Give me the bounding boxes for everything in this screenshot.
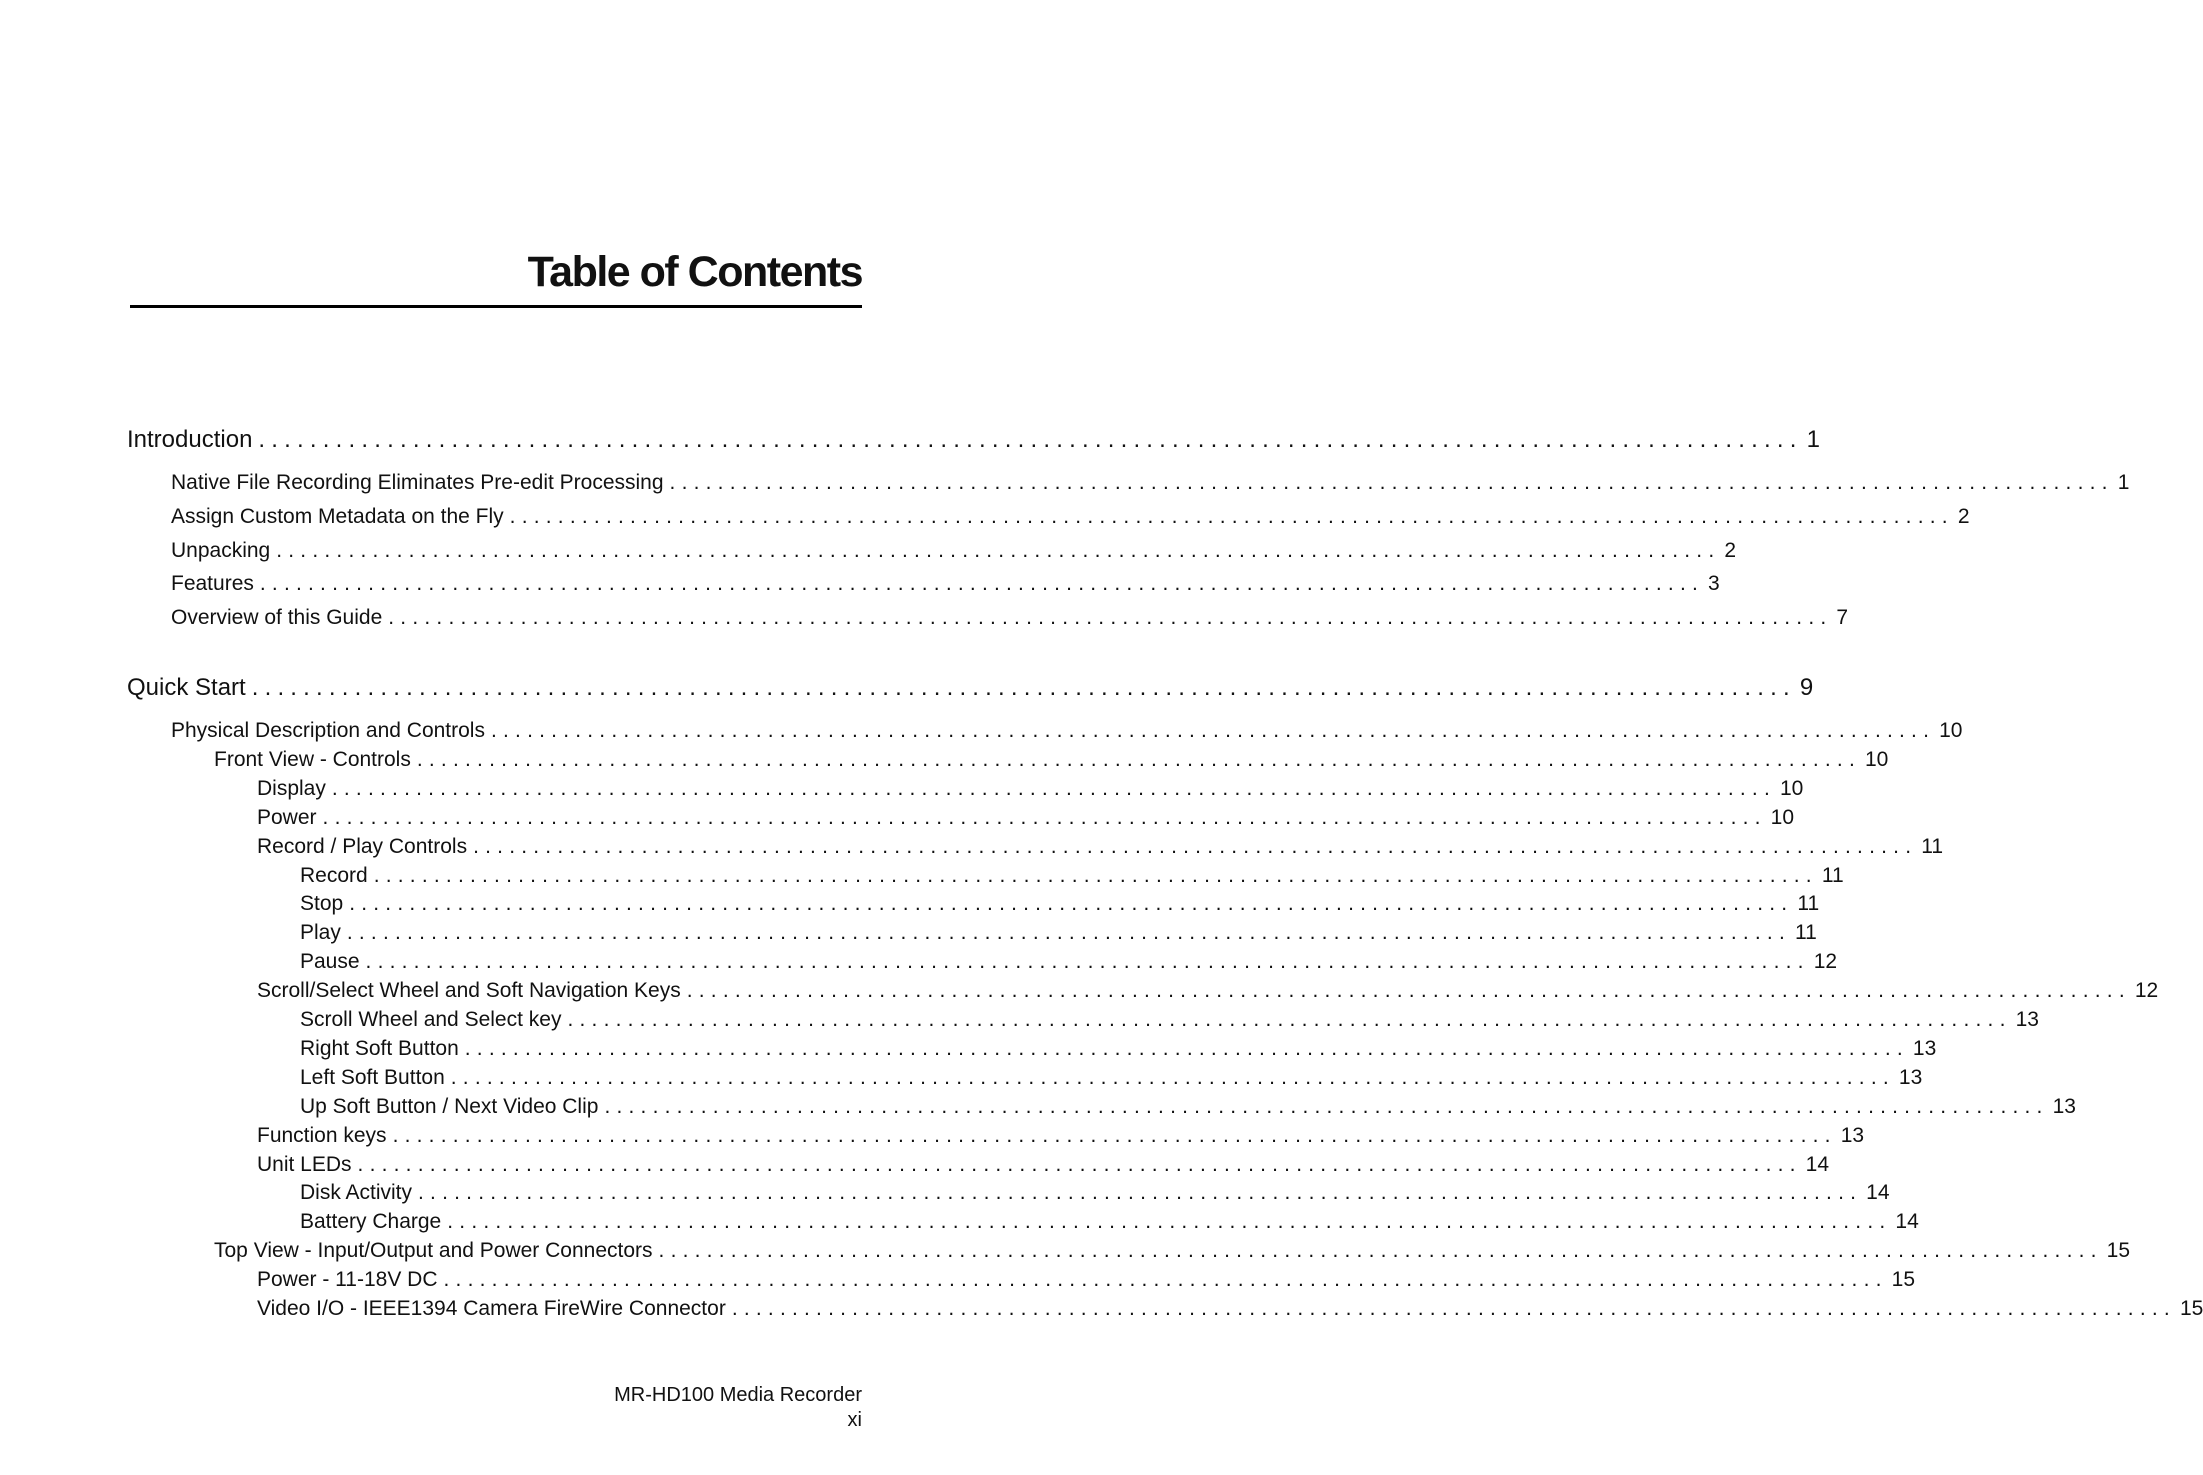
dot-leader: ........................................................................................................................	[373, 863, 1818, 887]
toc-entry-label: Overview of this Guide	[171, 606, 383, 630]
toc-entry[interactable]	[171, 572, 1720, 602]
toc-entry-page: 14	[1895, 1210, 1919, 1234]
toc-entry-page: 10	[1865, 747, 1889, 771]
page-title: Table of Contents	[527, 248, 862, 296]
toc-entry-page: 14	[1805, 1152, 1830, 1176]
dot-leader: ........................................................................................................................	[251, 674, 1796, 701]
toc-entry[interactable]	[300, 1210, 1919, 1240]
toc-entry[interactable]	[257, 834, 1944, 865]
dot-leader: ........................................................................................................................	[443, 1268, 1888, 1292]
toc-entry[interactable]	[171, 538, 1737, 569]
toc-entry-label: Right Soft Button	[300, 1036, 459, 1060]
toc-entry-label: Unpacking	[171, 538, 271, 562]
toc-entry-page: 1	[2117, 471, 2130, 494]
dot-leader: ........................................................................................................................	[349, 892, 1794, 916]
toc-entry-page: 12	[2134, 979, 2159, 1003]
toc-entry[interactable]	[214, 1239, 2131, 1269]
toc-entry[interactable]	[300, 863, 1844, 894]
dot-leader: ........................................................................................................................	[731, 1297, 2176, 1320]
toc-entry-label: Display	[257, 776, 326, 800]
dot-leader: ........................................................................................................................	[658, 1239, 2103, 1263]
toc-entry[interactable]	[300, 921, 1817, 951]
dot-leader: ........................................................................................................................	[416, 747, 1861, 771]
dot-leader: ........................................................................................................................	[258, 426, 1803, 453]
toc-entry-label: Unit LEDs	[257, 1152, 352, 1176]
toc-entry-label: Battery Charge	[300, 1210, 442, 1234]
toc-entry-label: Quick Start	[127, 674, 246, 701]
toc-entry[interactable]	[257, 1268, 1916, 1298]
toc-entry-page: 10	[1939, 719, 1963, 742]
toc-entry-label: Top View - Input/Output and Power Connectors	[214, 1239, 653, 1263]
toc-entry-page: 11	[1821, 863, 1844, 887]
dot-leader: ........................................................................................................................	[276, 538, 1721, 562]
dot-leader: ........................................................................................................................	[392, 1123, 1837, 1147]
toc-entry-label: Introduction	[127, 426, 253, 453]
toc-entry[interactable]	[300, 1008, 2039, 1038]
toc-entry-label: Scroll Wheel and Select key	[300, 1008, 562, 1031]
dot-leader: ........................................................................................................................	[604, 1094, 2049, 1118]
toc-entry[interactable]	[300, 1065, 1923, 1096]
toc-entry-page: 2	[1957, 504, 1970, 528]
toc-entry[interactable]	[171, 504, 1970, 535]
toc-entry-label: Function keys	[257, 1123, 387, 1147]
toc-entry-label: Record	[300, 863, 368, 887]
dot-leader: ........................................................................................................................	[669, 471, 2114, 494]
dot-leader: ........................................................................................................................	[567, 1008, 2012, 1031]
toc-entry-page: 3	[1708, 572, 1720, 596]
toc-entry-label: Left Soft Button	[300, 1065, 445, 1089]
toc-entry[interactable]	[257, 1297, 2203, 1327]
toc-entry-page: 15	[1891, 1268, 1916, 1292]
toc-entry[interactable]	[257, 805, 1795, 836]
dot-leader: ........................................................................................................................	[331, 776, 1776, 800]
toc-entry-page: 13	[2052, 1094, 2076, 1118]
dot-leader: ........................................................................................................................	[450, 1065, 1895, 1089]
toc-entry-page: 7	[1836, 606, 1849, 630]
page-number: xi	[847, 1409, 862, 1431]
toc-entry-label: Power	[257, 805, 317, 829]
toc-entry-page: 13	[1898, 1065, 1923, 1089]
toc-entry-label: Pause	[300, 950, 360, 974]
toc-entry-page: 1	[1806, 426, 1820, 453]
toc-entry[interactable]	[300, 1036, 1937, 1067]
toc-entry-label: Record / Play Controls	[257, 834, 468, 858]
toc-chapter-entry[interactable]	[127, 426, 1820, 460]
dot-leader: ........................................................................................................................	[686, 979, 2131, 1003]
dot-leader: ........................................................................................................................	[447, 1210, 1892, 1234]
toc-entry-label: Video I/O - IEEE1394 Camera FireWire Connector	[257, 1297, 726, 1320]
toc-entry[interactable]	[171, 719, 1963, 749]
toc-entry-page: 11	[1795, 921, 1817, 945]
toc-entry-label: Native File Recording Eliminates Pre-edit Processing	[171, 471, 664, 494]
dot-leader: ........................................................................................................................	[357, 1152, 1802, 1176]
toc-entry-label: Up Soft Button / Next Video Clip	[300, 1094, 599, 1118]
toc-entry-page: 12	[1813, 950, 1838, 974]
page-footer	[614, 1383, 862, 1433]
toc-entry-page: 11	[1921, 834, 1944, 858]
toc-entry-label: Assign Custom Metadata on the Fly	[171, 504, 504, 528]
dot-leader: ........................................................................................................................	[365, 950, 1810, 974]
toc-entry[interactable]	[214, 747, 1889, 778]
toc-entry-page: 11	[1797, 892, 1820, 916]
dot-leader: ........................................................................................................................	[490, 719, 1936, 742]
toc-entry[interactable]	[257, 1152, 1830, 1183]
dot-leader: ........................................................................................................................	[259, 572, 1705, 596]
dot-leader: ........................................................................................................................	[509, 504, 1954, 528]
toc-entry[interactable]	[257, 776, 1804, 807]
dot-leader: ........................................................................................................................	[346, 921, 1791, 945]
toc-entry-label: Power - 11-18V DC	[257, 1268, 438, 1292]
toc-entry-label: Physical Description and Controls	[171, 719, 485, 742]
dot-leader: ........................................................................................................................	[322, 805, 1767, 829]
toc-entry-page: 15	[2179, 1297, 2203, 1320]
toc-entry[interactable]	[300, 1094, 2076, 1125]
title-rule	[130, 305, 862, 308]
dot-leader: ........................................................................................................................	[473, 834, 1918, 858]
toc-entry[interactable]	[257, 1123, 1865, 1154]
dot-leader: ........................................................................................................................	[388, 606, 1833, 630]
toc-entry[interactable]	[171, 471, 2130, 501]
toc-entry-label: Front View - Controls	[214, 747, 411, 771]
footer-title: MR-HD100 Media Recorder	[614, 1384, 862, 1406]
toc-entry-label: Play	[300, 921, 341, 945]
toc-entry-label: Features	[171, 572, 254, 596]
toc-entry-page: 14	[1866, 1181, 1890, 1205]
toc-entry-page: 10	[1770, 805, 1795, 829]
toc-entry[interactable]	[171, 606, 1849, 636]
toc-entry[interactable]	[300, 950, 1838, 980]
toc-entry-page: 2	[1724, 538, 1737, 562]
toc-entry[interactable]	[300, 1181, 1890, 1211]
toc-entry-page: 13	[2015, 1008, 2039, 1031]
toc-entry-label: Disk Activity	[300, 1181, 413, 1205]
toc-entry-page: 10	[1780, 776, 1804, 800]
toc-entry-label: Stop	[300, 892, 344, 916]
toc-entry-page: 9	[1799, 674, 1814, 701]
dot-leader: ........................................................................................................................	[464, 1036, 1909, 1060]
dot-leader: ........................................................................................................................	[418, 1181, 1863, 1205]
toc-entry-page: 15	[2106, 1239, 2131, 1263]
toc-chapter-entry[interactable]	[127, 674, 1814, 708]
toc-entry[interactable]	[257, 979, 2159, 1009]
toc-entry-label: Scroll/Select Wheel and Soft Navigation Keys	[257, 979, 681, 1003]
toc-entry-page: 13	[1912, 1036, 1937, 1060]
toc-entry-page: 13	[1840, 1123, 1865, 1147]
toc-entry[interactable]	[300, 892, 1820, 922]
